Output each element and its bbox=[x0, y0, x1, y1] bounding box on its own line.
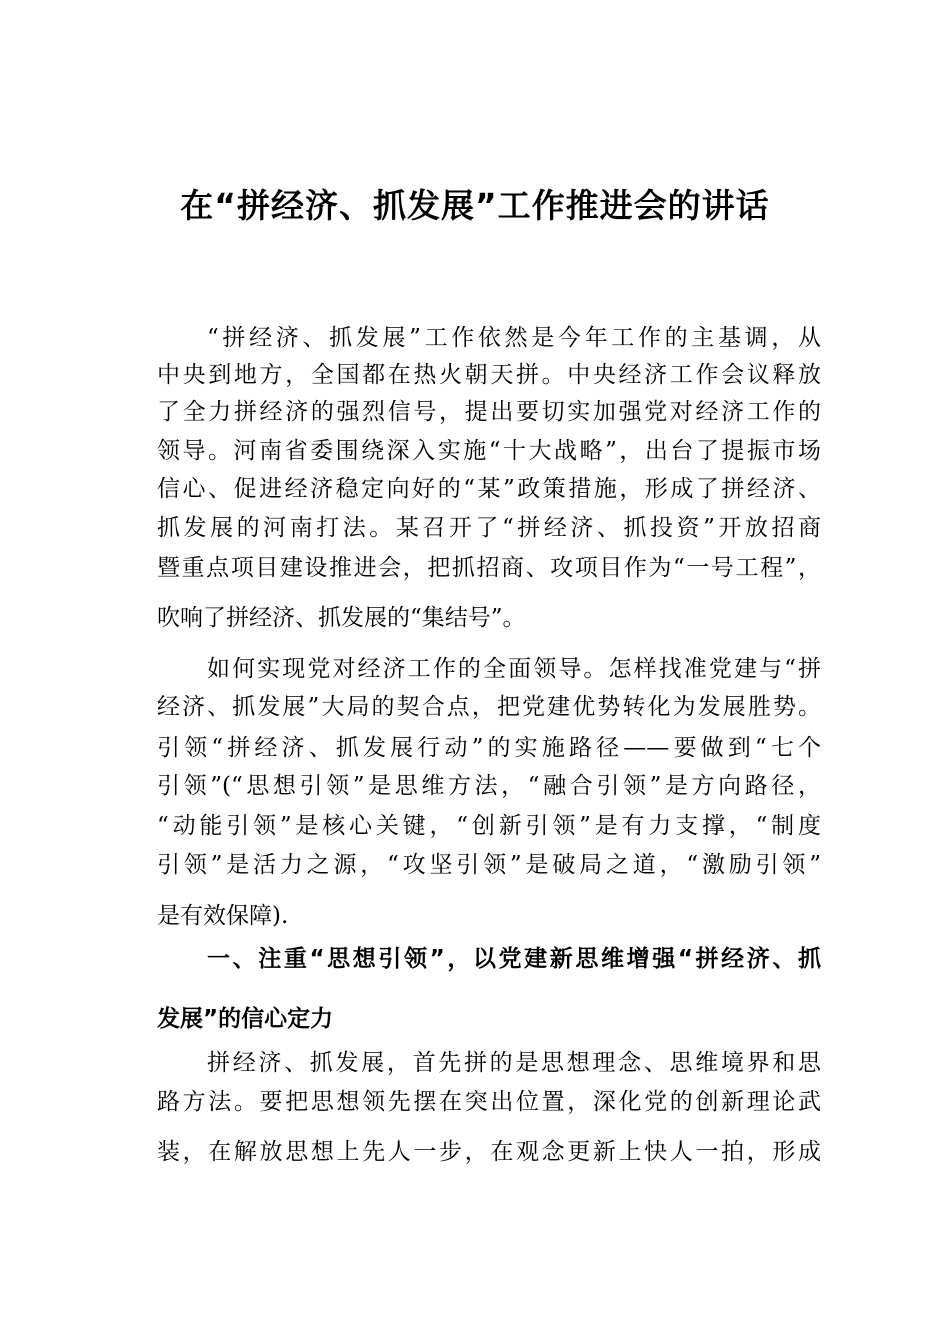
paragraph-line: 路方法。要把思想领先摆在突出位置，深化党的创新理论武 bbox=[157, 1089, 821, 1115]
paragraph-line: 引领“拼经济、抓发展行动”的实施路径——要做到“七个 bbox=[157, 735, 821, 761]
paragraph-line: 领导。河南省委围绕深入实施“十大战略”，出台了提振市场 bbox=[157, 438, 821, 464]
paragraph-line: 引领”是活力之源，“攻坚引领”是破局之道，“激励引领” bbox=[157, 852, 821, 878]
paragraph-line: 引领”(“思想引领”是思维方法，“融合引领”是方向路径， bbox=[157, 773, 821, 799]
paragraph-line: 如何实现党对经济工作的全面领导。怎样找准党建与“拼 bbox=[207, 656, 821, 682]
paragraph-line: 暨重点项目建设推进会，把抓招商、攻项目作为“一号工程”， bbox=[157, 555, 821, 581]
paragraph-line: 了全力拼经济的强烈信号，提出要切实加强党对经济工作的 bbox=[157, 399, 821, 425]
document-title: 在“拼经济、抓发展”工作推进会的讲话 bbox=[180, 186, 770, 225]
paragraph-line: 经济、抓发展”大局的契合点，把党建优势转化为发展胜势。 bbox=[157, 694, 821, 720]
paragraph-line: “动能引领”是核心关键，“创新引领”是有力支撑，“制度 bbox=[157, 813, 821, 839]
paragraph-line: 吹响了拼经济、抓发展的“集结号”。 bbox=[157, 605, 526, 631]
section-heading-line: 发展”的信心定力 bbox=[157, 1006, 334, 1032]
paragraph-line: 是有效保障). bbox=[157, 903, 289, 929]
paragraph-line: 信心、促进经济稳定向好的“某”政策措施，形成了拼经济、 bbox=[157, 476, 821, 502]
paragraph-line: 中央到地方，全国都在热火朝天拼。中央经济工作会议释放 bbox=[157, 362, 821, 388]
paragraph-line: 装，在解放思想上先人一步，在观念更新上快人一拍，形成 bbox=[157, 1139, 821, 1165]
paragraph-line: 拼经济、抓发展，首先拼的是思想理念、思维境界和思 bbox=[207, 1050, 821, 1076]
section-heading-line: 一、注重“思想引领”，以党建新思维增强“拼经济、抓 bbox=[207, 946, 821, 972]
paragraph-line: “拼经济、抓发展”工作依然是今年工作的主基调，从 bbox=[207, 325, 821, 351]
paragraph-line: 抓发展的河南打法。某召开了“拼经济、抓投资”开放招商 bbox=[157, 515, 821, 541]
